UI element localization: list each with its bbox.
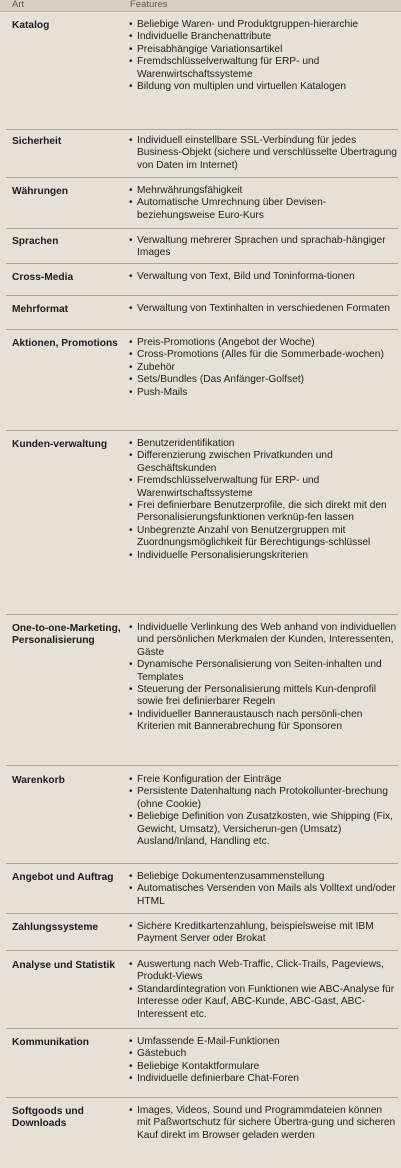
column-header-features: Features	[130, 0, 168, 10]
row-divider	[6, 329, 398, 330]
category-label: Warenkorb	[12, 775, 65, 786]
feature-item: • Bildung von multiplen und virtuellen Katalogen	[129, 81, 397, 93]
feature-item: • Automatisches Versenden von Mails als Volltext und/oder HTML	[129, 883, 397, 908]
feature-item: • Cross-Promotions (Alles für die Sommerbade-wochen)	[129, 349, 397, 361]
table-row	[0, 1100, 401, 1142]
row-divider	[6, 129, 398, 130]
feature-item: • Mehrwährungsfähigkeit	[129, 185, 397, 197]
row-divider	[6, 1097, 398, 1098]
feature-item: • Sets/Bundles (Das Anfänger-Golfset)	[129, 374, 397, 386]
row-divider	[6, 228, 398, 229]
feature-list	[129, 230, 401, 260]
row-divider	[6, 295, 398, 296]
table-row	[0, 230, 401, 260]
table-row	[0, 130, 401, 172]
feature-item: • Benutzeridentifikation	[129, 438, 397, 450]
table-row	[0, 916, 401, 946]
table-row	[0, 954, 401, 1021]
feature-item: • Images, Videos, Sound und Programmdateien können mit Paßwortschutz für sichere Übertra-gung und sicheren Kauf direkt im Browser geladen werden	[129, 1105, 397, 1142]
category-label: Cross-Media	[12, 272, 74, 283]
category-label: Angebot und Auftrag	[12, 872, 114, 883]
row-divider	[6, 765, 398, 766]
category-label: Softgoods und Downloads	[12, 1106, 84, 1130]
category-label: One-to-one-Marketing, Personalisierung	[12, 623, 121, 647]
row-divider	[6, 863, 398, 864]
feature-item: • Sichere Kreditkartenzahlung, beispielsweise mit IBM Payment Server oder Brokat	[129, 921, 397, 946]
row-divider	[6, 950, 398, 951]
feature-list	[129, 298, 401, 315]
feature-item: • Individuelle definierbare Chat-Foren	[129, 1073, 397, 1085]
feature-item: • Unbegrenzte Anzahl von Benutzergruppen mit Zuordnungsmöglichkeit für Berechtigungs-schlüssel	[129, 525, 397, 550]
feature-item: • Verwaltung von Textinhalten in verschiedenen Formaten	[129, 303, 397, 315]
feature-item: • Auswertung nach Web-Traffic, Click-Trails, Pageviews, Produkt-Views	[129, 959, 397, 984]
feature-item: • Persistente Datenhaltung nach Protokollunter-brechung (ohne Cookie)	[129, 786, 397, 811]
table-row	[0, 14, 401, 93]
feature-item: • Standardintegration von Funktionen wie ABC-Analyse für Interesse oder Kauf, ABC-Kunde, ABC-Gast, ABC-Interessent etc.	[129, 984, 397, 1021]
category-label: Aktionen, Promotions	[12, 338, 118, 349]
table-row	[0, 298, 401, 316]
category-label: Zahlungssysteme	[12, 922, 99, 933]
feature-item: • Individuelle Branchenattribute	[129, 31, 397, 43]
table-row	[0, 866, 401, 908]
feature-item: • Individuelle Personalisierungskriterien	[129, 550, 397, 562]
feature-list	[129, 954, 401, 1021]
feature-list	[129, 266, 401, 283]
table-row	[0, 617, 401, 734]
feature-item: • Beliebige Dokumentenzusammenstellung	[129, 871, 397, 883]
feature-item: • Verwaltung von Text, Bild und Toninforma-tionen	[129, 271, 397, 283]
feature-list	[129, 617, 401, 734]
feature-item: • Beliebige Kontaktformulare	[129, 1061, 397, 1073]
feature-item: • Push-Mails	[129, 387, 397, 399]
category-label: Katalog	[12, 20, 50, 31]
feature-item: • Differenzierung zwischen Privatkunden und Geschäftskunden	[129, 450, 397, 475]
feature-item: • Zubehör	[129, 362, 397, 374]
feature-list	[129, 1100, 401, 1142]
feature-item: • Individuelle Verlinkung des Web anhand von individuellen und persönlichen Merkmalen der Kunden, Interessenten, Gäste	[129, 622, 397, 659]
table-row	[0, 332, 401, 399]
feature-item: • Beliebige Waren- und Produktgruppen-hierarchie	[129, 19, 397, 31]
feature-list	[129, 433, 401, 562]
feature-list	[129, 130, 401, 172]
feature-list	[129, 866, 401, 908]
feature-item: • Gästebuch	[129, 1048, 397, 1060]
category-label: Sprachen	[12, 236, 59, 247]
category-label: Analyse und Statistik	[12, 960, 116, 971]
category-label: Mehrformat	[12, 304, 69, 315]
feature-list	[129, 769, 401, 848]
table-row	[0, 1031, 401, 1086]
row-divider	[6, 177, 398, 178]
category-label: Kunden-verwaltung	[12, 439, 108, 450]
table-row	[0, 433, 401, 562]
feature-item: • Preisabhängige Variationsartikel	[129, 44, 397, 56]
feature-item: • Frei definierbare Benutzerprofile, die sich direkt mit den Personalisierungsfunktionen verknüp-fen lassen	[129, 500, 397, 525]
table-row	[0, 769, 401, 848]
row-divider	[6, 614, 398, 615]
feature-item: • Individuell einstellbare SSL-Verbindung für jedes Business-Objekt (sichere und verschlüsselte Übertragung von Daten im Internet)	[129, 135, 397, 172]
feature-item: • Fremdschlüsselverwaltung für ERP- und Warenwirtschaftssysteme	[129, 56, 397, 81]
table-header	[0, 0, 401, 12]
category-label: Währungen	[12, 186, 69, 197]
row-divider	[6, 430, 398, 431]
feature-item: • Umfassende E-Mail-Funktionen	[129, 1036, 397, 1048]
row-divider	[6, 263, 398, 264]
row-divider	[6, 913, 398, 914]
feature-item: • Preis-Promotions (Angebot der Woche)	[129, 337, 397, 349]
feature-item: • Dynamische Personalisierung von Seiten-inhalten und Templates	[129, 659, 397, 684]
feature-item: • Fremdschlüsselverwaltung für ERP- und Warenwirtschaftssysteme	[129, 475, 397, 500]
table-row	[0, 180, 401, 222]
feature-list	[129, 14, 401, 93]
feature-list	[129, 332, 401, 399]
feature-item: • Beliebige Definition von Zusatzkosten, wie Shipping (Fix, Gewicht, Umsatz), Versicherun-gen (Umsatz) Ausland/Inland, Handling etc.	[129, 811, 397, 848]
feature-list	[129, 1031, 401, 1086]
feature-item: • Verwaltung mehrerer Sprachen und sprachab-hängiger Images	[129, 235, 397, 260]
table-row	[0, 266, 401, 284]
row-divider	[6, 1028, 398, 1029]
feature-item: • Steuerung der Personalisierung mittels Kun-denprofil sowie frei definierbarer Regeln	[129, 684, 397, 709]
column-header-art: Art	[12, 0, 25, 10]
feature-item: • Automatische Umrechnung über Devisen-beziehungsweise Euro-Kurs	[129, 197, 397, 222]
category-label: Sicherheit	[12, 136, 62, 147]
feature-list	[129, 180, 401, 222]
feature-item: • Individueller Banneraustausch nach persönli-chen Kriterien mit Bannerabrechung für Sponsoren	[129, 709, 397, 734]
feature-item: • Freie Konfiguration der Einträge	[129, 774, 397, 786]
feature-list	[129, 916, 401, 946]
category-label: Kommunikation	[12, 1037, 89, 1048]
